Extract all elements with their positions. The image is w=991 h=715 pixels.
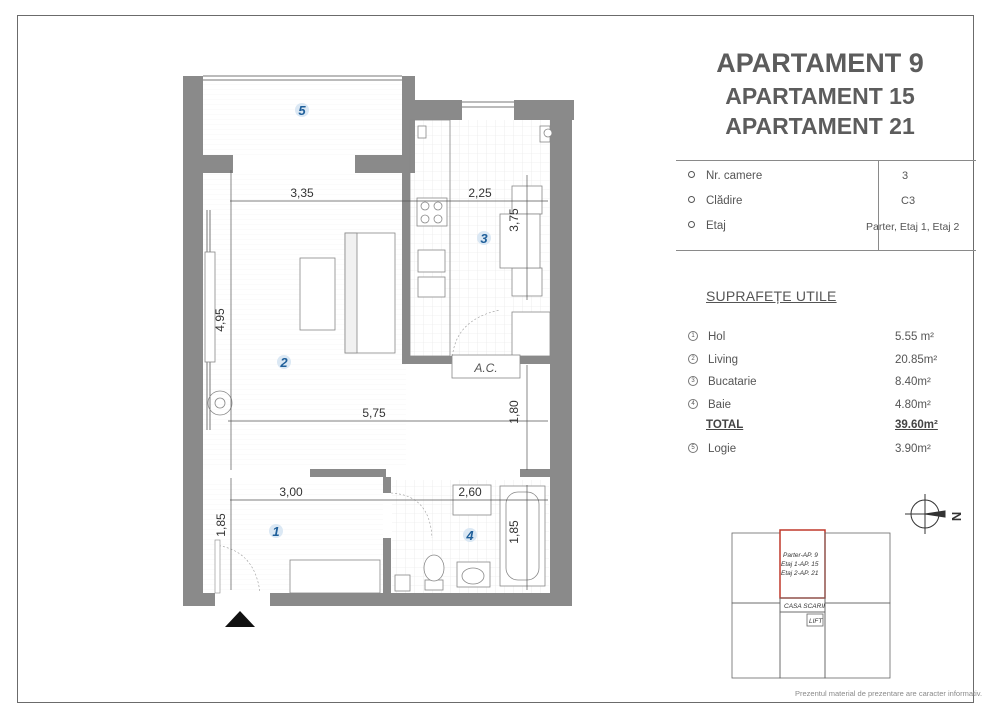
prop-rooms-value: 3 xyxy=(902,170,909,182)
title-ap9: APARTAMENT 9 xyxy=(716,48,924,78)
dim-corridor-depth: 1,80 xyxy=(507,400,521,424)
prop-floor-value: Parter, Etaj 1, Etaj 2 xyxy=(866,221,960,233)
area-row-hol: 1 Hol xyxy=(688,331,725,343)
room-number-hall: 1 xyxy=(272,524,280,539)
dim-total-width: 5,75 xyxy=(362,406,386,420)
prop-floor: Etaj xyxy=(688,220,726,232)
dim-living-width: 3,35 xyxy=(290,186,314,200)
prop-building-value: C3 xyxy=(901,195,916,207)
divider-props xyxy=(676,250,976,251)
areas-heading: SUPRAFEȚE UTILE xyxy=(706,288,837,304)
dim-bath-depth: 1,85 xyxy=(507,520,521,544)
dim-living-depth: 4,95 xyxy=(213,308,227,332)
keyplan-unit-line1: Parter-AP. 9 xyxy=(783,552,818,559)
room-number-kitchen: 3 xyxy=(480,231,488,246)
room-number-logie: 5 xyxy=(298,103,306,118)
bullet-icon xyxy=(688,196,695,203)
room-number-bath: 4 xyxy=(466,528,474,543)
dim-hall-width: 3,00 xyxy=(279,485,303,499)
compass-north-label: N xyxy=(949,511,965,522)
disclaimer: Prezentul material de prezentare are caracter informativ. xyxy=(795,689,983,698)
area-total-label: TOTAL xyxy=(706,419,744,431)
area-value-bath: 4.80m² xyxy=(895,399,931,411)
dim-hall-depth: 1,85 xyxy=(214,513,228,537)
bullet-icon xyxy=(688,221,695,228)
divider-vertical xyxy=(878,160,879,250)
area-row-logie: 5 Logie xyxy=(688,443,736,455)
room-number-living: 2 xyxy=(280,355,288,370)
compass-icon xyxy=(905,494,945,534)
keyplan-stair-label: CASA SCARII xyxy=(784,603,825,610)
keyplan-unit-line3: Etaj 2-AP. 21 xyxy=(781,570,819,577)
bullet-icon xyxy=(688,171,695,178)
title-ap15: APARTAMENT 15 xyxy=(725,83,915,109)
title-ap21: APARTAMENT 21 xyxy=(725,113,915,139)
area-row-living: 2 Living xyxy=(688,354,738,366)
divider-top xyxy=(676,160,976,161)
area-total-value: 39.60m² xyxy=(895,419,938,431)
entrance-arrow xyxy=(225,611,255,627)
prop-building: Clădire xyxy=(688,195,742,207)
area-value-living: 20.85m² xyxy=(895,354,938,366)
dim-kitchen-width: 2,25 xyxy=(468,186,492,200)
prop-rooms: Nr. camere xyxy=(688,170,762,182)
ac-label: A.C. xyxy=(474,361,498,375)
area-value-kitchen: 8.40m² xyxy=(895,376,931,388)
dim-kitchen-depth: 3,75 xyxy=(507,208,521,232)
dim-bath-width: 2,60 xyxy=(458,485,482,499)
area-row-bath: 4 Baie xyxy=(688,399,731,411)
keyplan-unit-line2: Etaj 1-AP. 15 xyxy=(781,561,819,568)
area-row-kitchen: 3 Bucatarie xyxy=(688,376,757,388)
keyplan-lift-label: LIFT xyxy=(809,618,823,625)
area-value-hol: 5.55 m² xyxy=(895,331,934,343)
area-value-logie: 3.90m² xyxy=(895,443,931,455)
